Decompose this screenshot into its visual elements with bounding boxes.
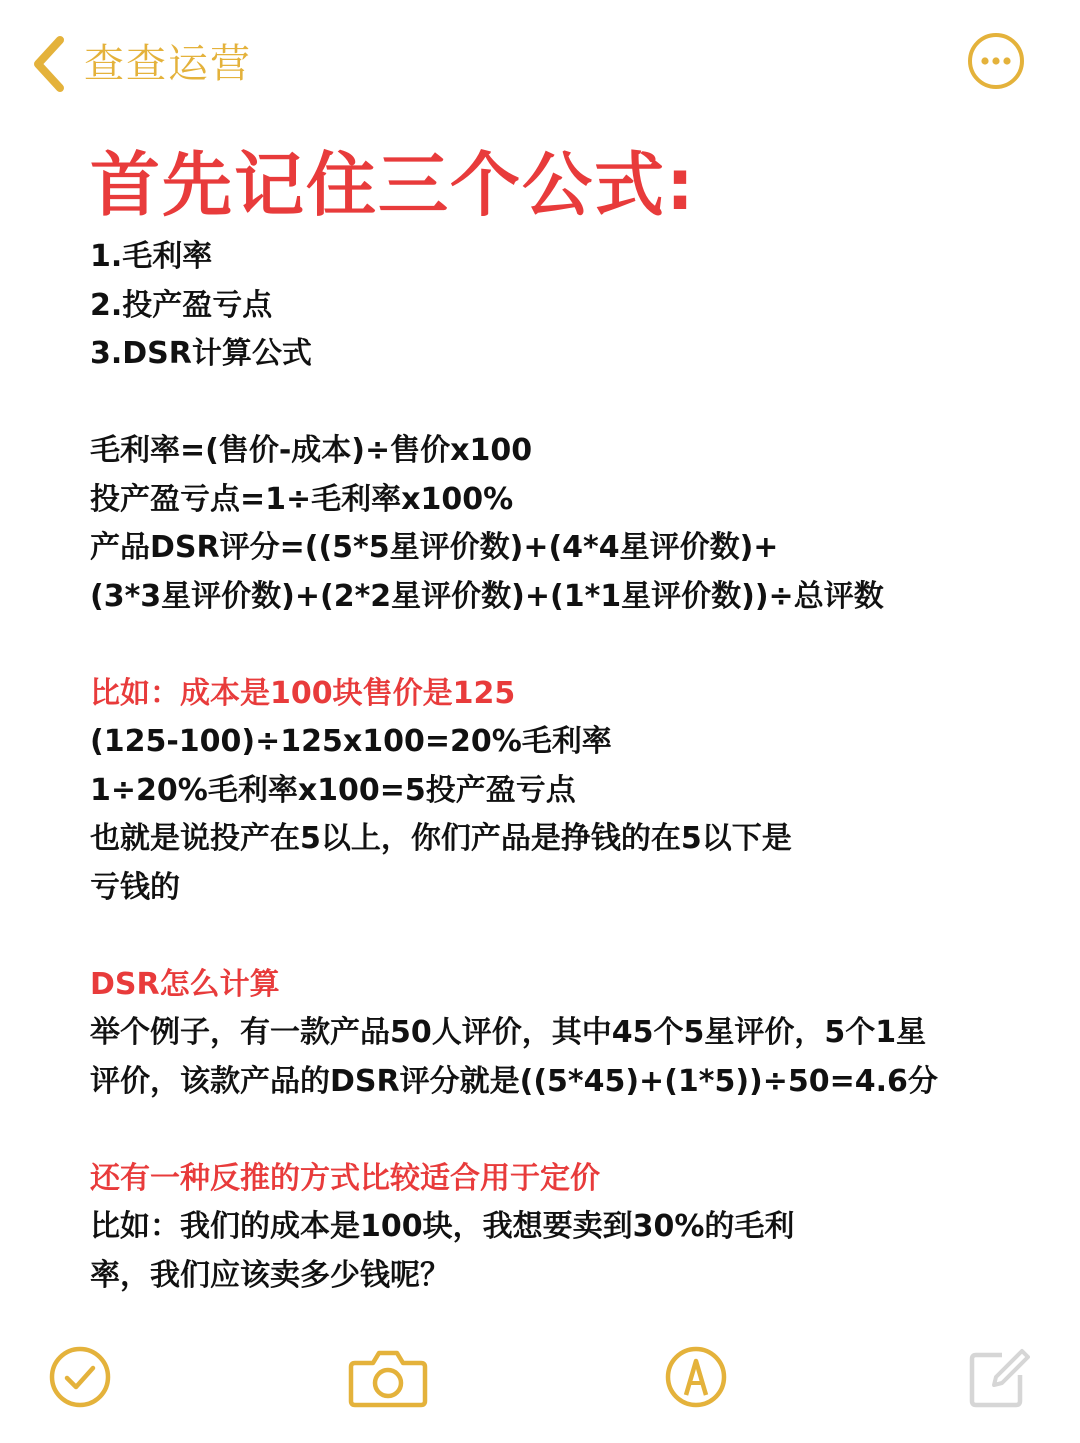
note-line: 产品DSR评分=((5*5星评价数)+(4*4星评价数)+ xyxy=(90,530,779,565)
note-line: 毛利率=(售价-成本)÷售价x100 xyxy=(90,433,533,468)
blank-line xyxy=(90,379,1030,428)
back-button[interactable] xyxy=(30,34,252,94)
note-headline: 首先记住三个公式: xyxy=(90,144,696,226)
note-line: 评价，该款产品的DSR评分就是((5*45)+(1*5))÷50=4.6分 xyxy=(90,1063,938,1099)
note-line: 也就是说投产在5以上，你们产品是挣钱的在5以下是 xyxy=(90,821,792,856)
nav-title: 查查运营 xyxy=(84,41,252,87)
note-line: 1.毛利率 xyxy=(90,239,213,274)
note-line: 亏钱的 xyxy=(90,869,180,905)
note-line: 举个例子，有一款产品50人评价，其中45个5星评价，5个1星 xyxy=(90,1015,927,1050)
checklist-icon xyxy=(48,1345,112,1409)
markup-pen-icon xyxy=(664,1345,728,1409)
markup-button[interactable] xyxy=(664,1345,728,1409)
note-body[interactable] xyxy=(90,233,1030,1300)
note-line: (125-100)÷125x100=20%毛利率 xyxy=(90,724,612,759)
note-subheading: DSR怎么计算 xyxy=(90,966,280,1002)
compose-icon xyxy=(966,1345,1030,1409)
checklist-button[interactable] xyxy=(48,1345,112,1409)
blank-line xyxy=(90,1106,1030,1155)
compose-button[interactable] xyxy=(966,1345,1030,1409)
chevron-left-icon xyxy=(30,34,70,94)
note-line: 率，我们应该卖多少钱呢？ xyxy=(90,1257,450,1293)
note-line: (3*3星评价数)+(2*2星评价数)+(1*1星评价数))÷总评数 xyxy=(90,578,884,614)
note-line: 比如：我们的成本是100块，我想要卖到30%的毛利 xyxy=(90,1209,795,1244)
note-line: 3.DSR计算公式 xyxy=(90,336,312,371)
note-line: 2.投产盈亏点 xyxy=(90,287,273,323)
bottom-toolbar xyxy=(0,1345,1080,1425)
note-subheading: 还有一种反推的方式比较适合用于定价 xyxy=(90,1160,600,1196)
note-line: 投产盈亏点=1÷毛利率x100% xyxy=(90,481,514,517)
ellipsis-circle-icon xyxy=(967,75,1025,94)
more-options-button[interactable] xyxy=(967,32,1025,90)
blank-line xyxy=(90,912,1030,961)
camera-button[interactable] xyxy=(347,1345,429,1409)
camera-icon xyxy=(347,1345,429,1409)
blank-line xyxy=(90,621,1030,670)
note-subheading: 比如：成本是100块售价是125 xyxy=(90,675,516,711)
note-line: 1÷20%毛利率x100=5投产盈亏点 xyxy=(90,772,576,808)
